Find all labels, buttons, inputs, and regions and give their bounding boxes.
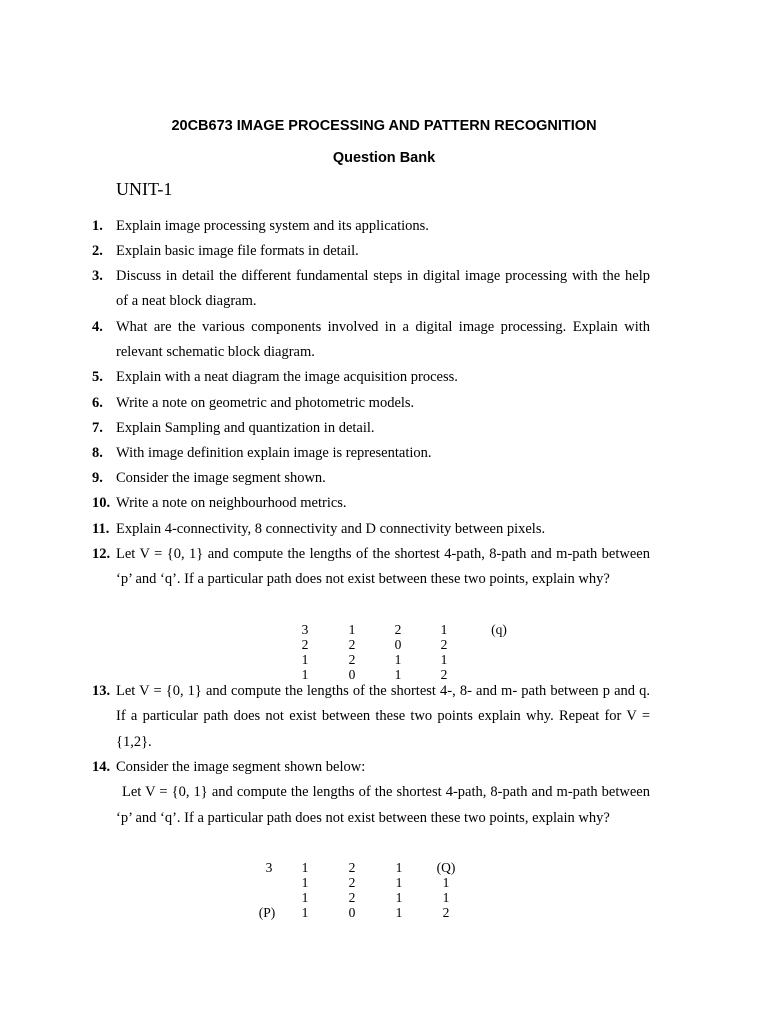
- question-12: [92, 542, 650, 593]
- grid-cell: 2: [440, 667, 448, 682]
- question-subtext: Let V = {0, 1} and compute the lengths of the shortest 4-path, 8-path and m-path between ‘p’ and ‘q’. If a particular path does not exist between these two points, explain why?: [116, 784, 650, 826]
- question-number: 2.: [92, 243, 103, 259]
- question-text: Write a note on neighbourhood metrics.: [116, 495, 347, 511]
- question-text: Explain basic image file formats in detail.: [116, 243, 359, 259]
- unit-heading: UNIT-1: [116, 179, 173, 199]
- question-text: What are the various components involved in a digital image processing. Explain with relevant schematic block diagram.: [116, 319, 650, 361]
- question-number: 11.: [92, 521, 110, 537]
- grid-cell: 2: [394, 622, 402, 637]
- question-text: Consider the image segment shown below:: [116, 759, 366, 775]
- grid-cell: 1: [440, 622, 448, 637]
- question-text: Discuss in detail the different fundamental steps in digital image processing with the help of a neat block diagram.: [116, 268, 650, 310]
- grid-cell: 0: [394, 637, 402, 652]
- question-9: [92, 466, 650, 491]
- grid-cell: 0: [348, 905, 356, 920]
- question-4: [92, 315, 650, 366]
- grid-cell: 2: [348, 860, 356, 875]
- grid-cell: 1: [442, 890, 450, 905]
- grid-cell: 1: [301, 890, 309, 905]
- question-text: Consider the image segment shown.: [116, 470, 326, 486]
- question-number: 1.: [92, 218, 103, 234]
- grid-cell: 1: [442, 875, 450, 890]
- question-number: 13.: [92, 683, 111, 699]
- question-2: [92, 239, 650, 264]
- question-number: 10.: [92, 495, 111, 511]
- question-text: Let V = {0, 1} and compute the lengths of the shortest 4-path, 8-path and m-path between ‘p’ and ‘q’. If a particular path does not exist between these two points, explain why?: [116, 546, 650, 588]
- question-number: 4.: [92, 319, 103, 335]
- grid-cell: 1: [348, 622, 356, 637]
- grid-cell: 1: [394, 667, 402, 682]
- question-10: [92, 491, 650, 516]
- grid-cell: 2: [348, 890, 356, 905]
- grid-cell: 1: [301, 667, 309, 682]
- question-text: Let V = {0, 1} and compute the lengths of the shortest 4-, 8- and m- path between p and q. If a particular path does not exist between these two points explain why. Repeat for V = {1,2}.: [116, 683, 650, 750]
- question-number: 14.: [92, 759, 111, 775]
- question-text: Explain Sampling and quantization in detail.: [116, 420, 375, 436]
- grid-cell: 3: [301, 622, 309, 637]
- question-11: [92, 517, 650, 542]
- grid-cell: 1: [394, 652, 402, 667]
- grid-cell: 1: [440, 652, 448, 667]
- question-7: [92, 416, 650, 441]
- grid-cell: 2: [348, 637, 356, 652]
- grid-label-p: (P): [258, 905, 276, 920]
- question-text: Explain with a neat diagram the image acquisition process.: [116, 369, 458, 385]
- grid-cell-label: (q): [491, 622, 507, 637]
- grid-cell: 2: [348, 875, 356, 890]
- grid-cell: 2: [442, 905, 450, 920]
- question-text: Explain 4-connectivity, 8 connectivity and D connectivity between pixels.: [116, 521, 546, 537]
- question-text: With image definition explain image is representation.: [116, 445, 432, 461]
- grid-cell: 1: [395, 905, 403, 920]
- question-number: 9.: [92, 470, 103, 486]
- document-subtitle: Question Bank: [332, 150, 436, 166]
- grid-cell: 2: [301, 637, 309, 652]
- question-3: [92, 264, 650, 315]
- grid-cell-label: (Q): [436, 860, 456, 875]
- document-title: 20CB673 IMAGE PROCESSING AND PATTERN RECOGNITION: [171, 118, 597, 134]
- question-1: [92, 214, 650, 239]
- question-number: 7.: [92, 420, 103, 436]
- question-number: 6.: [92, 395, 103, 411]
- grid-cell: 2: [440, 637, 448, 652]
- question-13: [92, 679, 650, 755]
- question-text: Write a note on geometric and photometric models.: [116, 395, 415, 411]
- grid-cell: 3: [265, 860, 273, 875]
- grid-cell: 1: [395, 875, 403, 890]
- grid-cell: 2: [348, 652, 356, 667]
- question-number: 8.: [92, 445, 103, 461]
- question-number: 3.: [92, 268, 103, 284]
- question-6: [92, 391, 650, 416]
- question-14: [92, 755, 650, 831]
- grid-cell: 1: [301, 860, 309, 875]
- question-number: 12.: [92, 546, 111, 562]
- grid-cell: 1: [395, 890, 403, 905]
- question-8: [92, 441, 650, 466]
- grid-cell: 0: [348, 667, 356, 682]
- grid-cell: 1: [301, 905, 309, 920]
- question-5: [92, 365, 650, 390]
- grid-cell: 1: [301, 652, 309, 667]
- grid-cell: 1: [395, 860, 403, 875]
- question-number: 5.: [92, 369, 103, 385]
- grid-cell: 1: [301, 875, 309, 890]
- question-text: Explain image processing system and its applications.: [116, 218, 429, 234]
